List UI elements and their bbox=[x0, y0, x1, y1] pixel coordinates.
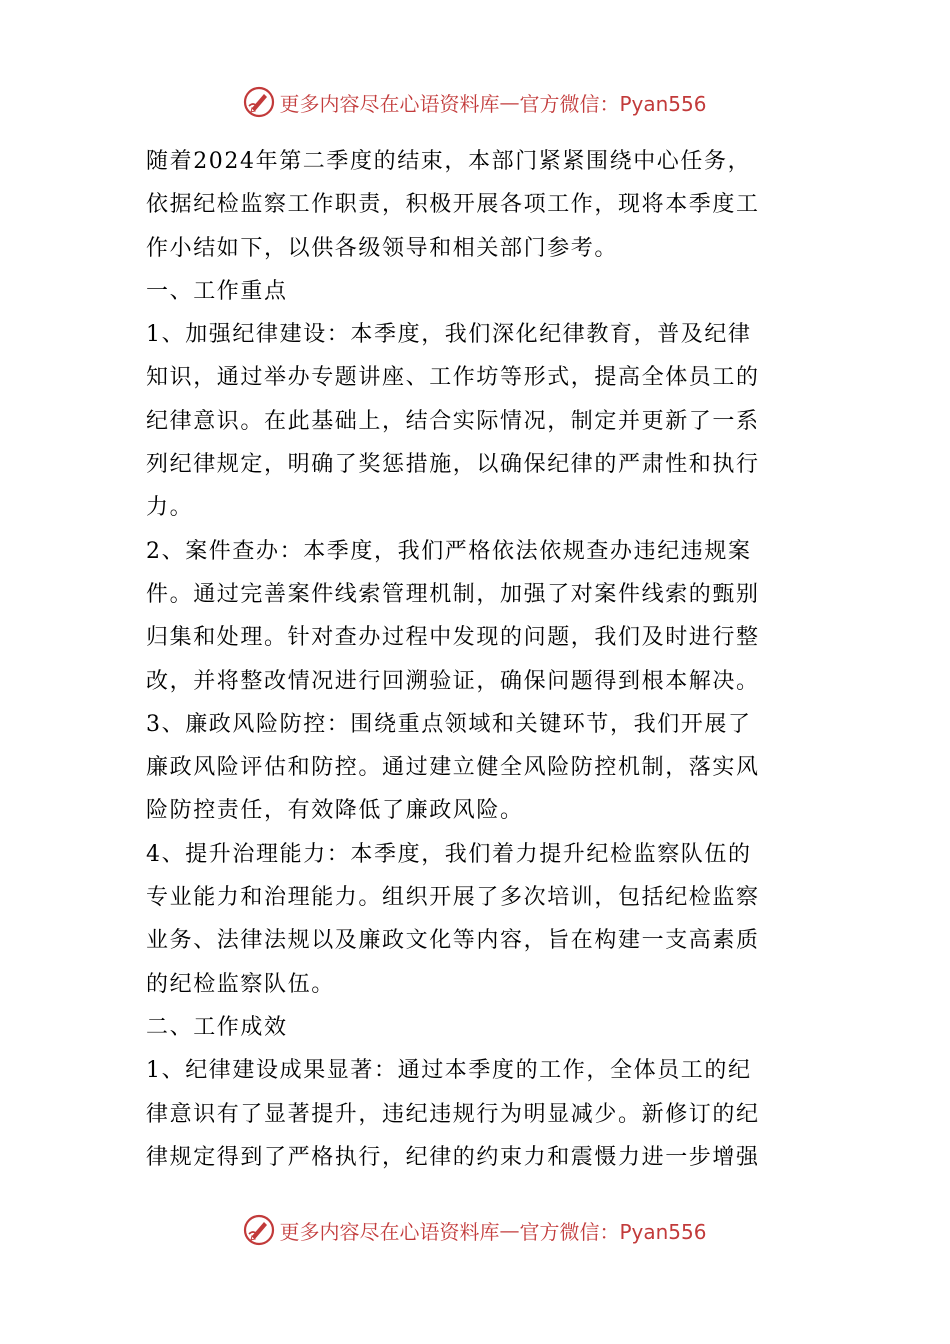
text-line: 3、廉政风险防控：围绕重点领域和关键环节，我们开展了 bbox=[146, 711, 752, 737]
text-line: 专业能力和治理能力。组织开展了多次培训，包括纪检监察 bbox=[146, 885, 760, 911]
text-line: 随着2024年第二季度的结束，本部门紧紧围绕中心任务， bbox=[146, 149, 752, 174]
text-line: 依据纪检监察工作职责，积极开展各项工作，现将本季度工 bbox=[146, 192, 760, 218]
watermark-contact: 官方微信：Pyan556 bbox=[519, 1219, 707, 1244]
pen-logo-icon bbox=[243, 86, 275, 118]
text-line: 力。 bbox=[146, 495, 194, 521]
section-heading: 二、工作成效 bbox=[146, 1014, 288, 1040]
text-line: 险防控责任，有效降低了廉政风险。 bbox=[146, 798, 524, 824]
text-line: 业务、法律法规以及廉政文化等内容，旨在构建一支高素质 bbox=[146, 928, 760, 954]
text-line: 廉政风险评估和防控。通过建立健全风险防控机制，落实风 bbox=[146, 755, 760, 781]
text-line: 作小结如下，以供各级领导和相关部门参考。 bbox=[146, 235, 619, 261]
pen-logo-icon bbox=[243, 1214, 275, 1246]
text-line: 改，并将整改情况进行回溯验证，确保问题得到根本解决。 bbox=[146, 668, 760, 694]
watermark-text: 更多内容尽在心语资料库 bbox=[279, 1219, 500, 1244]
watermark-dash: — bbox=[499, 1218, 520, 1242]
text-line: 律意识有了显著提升，违纪违规行为明显减少。新修订的纪 bbox=[146, 1101, 760, 1127]
text-line: 知识，通过举办专题讲座、工作坊等形式，提高全体员工的 bbox=[146, 365, 760, 391]
section-heading: 一、工作重点 bbox=[146, 278, 288, 304]
text-line: 2、案件查办：本季度，我们严格依法依规查办违纪违规案 bbox=[146, 538, 752, 564]
text-line: 列纪律规定，明确了奖惩措施，以确保纪律的严肃性和执行 bbox=[146, 452, 760, 478]
text-line: 4、提升治理能力：本季度，我们着力提升纪检监察队伍的 bbox=[146, 841, 752, 867]
text-line: 归集和处理。针对查办过程中发现的问题，我们及时进行整 bbox=[146, 625, 760, 651]
text-line: 1、加强纪律建设：本季度，我们深化纪律教育，普及纪律 bbox=[146, 322, 752, 348]
watermark-dash: — bbox=[499, 90, 520, 114]
watermark-header bbox=[0, 82, 950, 122]
text-line: 律规定得到了严格执行，纪律的约束力和震慑力进一步增强 bbox=[146, 1144, 760, 1170]
watermark-text: 更多内容尽在心语资料库 bbox=[279, 91, 500, 116]
text-line: 件。通过完善案件线索管理机制，加强了对案件线索的甄别 bbox=[146, 581, 760, 607]
text-line: 纪律意识。在此基础上，结合实际情况，制定并更新了一系 bbox=[146, 408, 760, 434]
watermark-contact: 官方微信：Pyan556 bbox=[519, 91, 707, 116]
text-line: 的纪检监察队伍。 bbox=[146, 971, 335, 997]
watermark-footer bbox=[0, 1210, 950, 1250]
text-line: 1、纪律建设成果显著：通过本季度的工作，全体员工的纪 bbox=[146, 1058, 752, 1084]
document-body bbox=[146, 140, 810, 1179]
